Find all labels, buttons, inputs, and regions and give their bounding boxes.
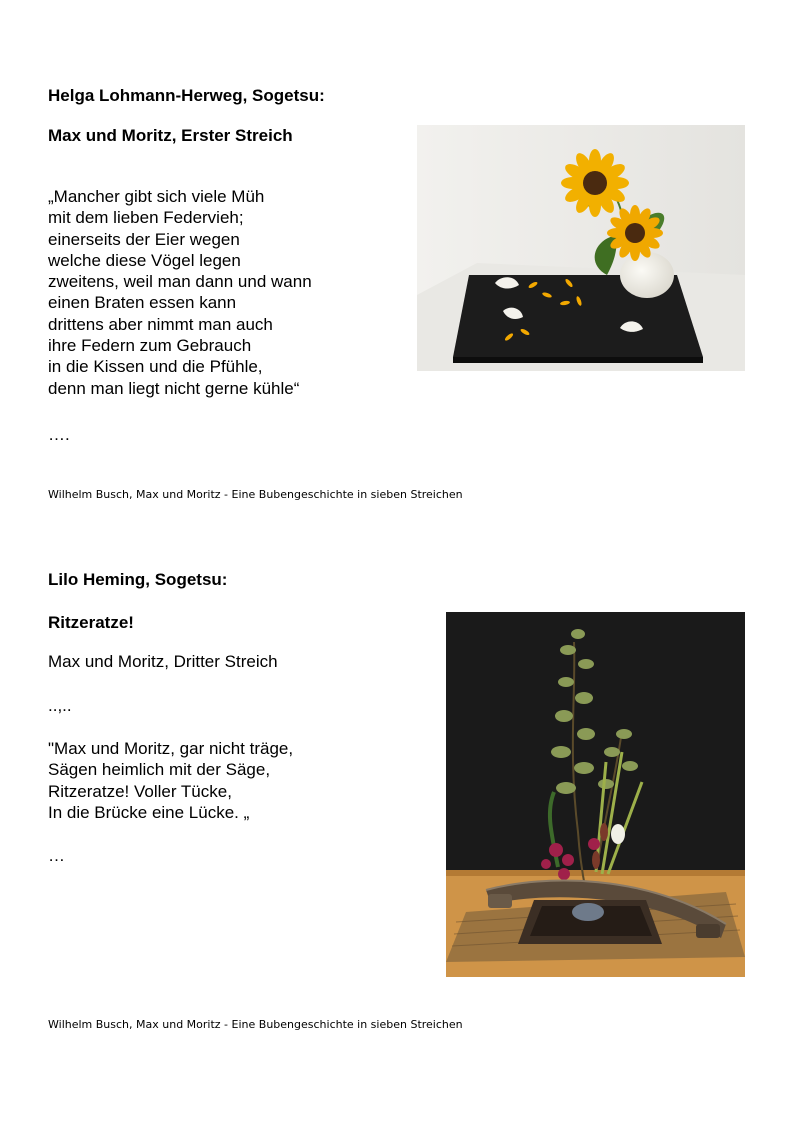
source-citation-1: Wilhelm Busch, Max und Moritz - Eine Bubengeschichte in sieben Streichen [48, 488, 463, 501]
poem-line: ihre Federn zum Gebrauch [48, 336, 252, 356]
author-heading-2: Lilo Heming, Sogetsu: [48, 570, 228, 589]
ellipsis-1: …. [48, 425, 70, 444]
poem-line: in die Kissen und die Pfühle, [48, 357, 263, 377]
poem-line: welche diese Vögel legen [48, 250, 241, 270]
poem-line: mit dem lieben Federvieh; [48, 208, 244, 228]
poem-line: "Max und Moritz, gar nicht träge, [48, 739, 294, 758]
poem-line: Ritzeratze! Voller Tücke, [48, 781, 232, 801]
poem-line: zweitens, weil man dann und wann [48, 272, 312, 292]
source-citation-2: Wilhelm Busch, Max und Moritz - Eine Bubengeschichte in sieben Streichen [48, 1018, 463, 1031]
poem-line: drittens aber nimmt man auch [48, 314, 273, 334]
poem-line: einen Braten essen kann [48, 293, 237, 313]
poem-1 [48, 186, 312, 399]
poem-2 [48, 738, 293, 823]
poem-line: Sägen heimlich mit der Säge, [48, 760, 271, 780]
poem-line: einerseits der Eier wegen [48, 229, 240, 249]
poem-subtitle-2: Max und Moritz, Dritter Streich [48, 652, 278, 671]
poem-title-1: Max und Moritz, Erster Streich [48, 126, 293, 145]
bridge-arrangement-photo [446, 612, 745, 977]
poem-line: denn man liegt nicht gerne kühle“ [48, 378, 300, 398]
ellipsis-bottom-2: … [48, 846, 65, 865]
poem-line: „Mancher gibt sich viele Müh [48, 187, 265, 206]
sunflower-arrangement-photo [417, 125, 745, 371]
author-heading-1: Helga Lohmann-Herweg, Sogetsu: [48, 86, 325, 105]
poem-title-2: Ritzeratze! [48, 613, 134, 632]
poem-line: In die Brücke eine Lücke. „ [48, 802, 250, 822]
ellipsis-top-2: ..,.. [48, 696, 72, 715]
